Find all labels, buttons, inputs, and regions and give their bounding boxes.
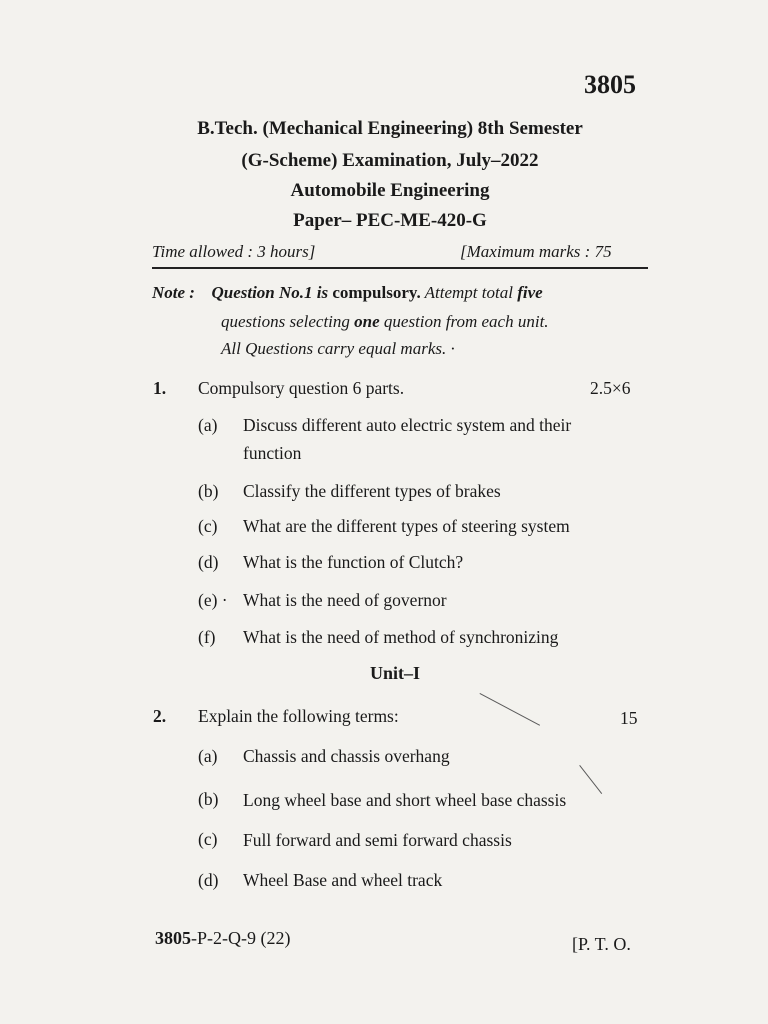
pen-stroke [579,765,602,794]
paper-line: Paper– PEC-ME-420-G [293,210,487,231]
q1-part-label: (e) · [198,590,228,610]
q2-part-text: Long wheel base and short wheel base chassis [243,790,567,810]
q2-part-text: Full forward and semi forward chassis [243,830,512,850]
q2-part-label: (c) [198,829,218,849]
q1-part-text: What are the different types of steering system [243,516,570,536]
q1-part-label: (c) [198,516,218,536]
unit-title: Unit–I [370,663,421,683]
note-line-2: questions selecting one question from each unit. [221,312,549,331]
q1-part-label: (d) [198,552,219,572]
scheme-line: (G-Scheme) Examination, July–2022 [241,150,539,171]
note-line-3: All Questions carry equal marks. · [221,339,455,358]
q1-part-text-continued: function [243,443,302,463]
pen-stroke [479,693,540,726]
course-line: B.Tech. (Mechanical Engineering) 8th Semester [197,118,583,139]
q1-part-text: What is the need of governor [243,590,447,610]
q1-part-label: (b) [198,481,219,501]
q1-part-text: Classify the different types of brakes [243,481,501,501]
q2-part-label: (a) [198,746,218,766]
q1-part-text: Discuss different auto electric system and their [243,415,572,435]
q1-marks: 2.5×6 [590,378,631,398]
q2-part-label: (b) [198,789,219,809]
q2-part-text: Wheel Base and wheel track [243,870,443,890]
q1-part-label: (f) [198,627,216,647]
page-turn-over: [P. T. O. [572,934,631,954]
note-line-1: Note : Question No.1 is compulsory. Attempt total five [152,283,543,302]
q1-part-label: (a) [198,415,218,435]
q1-number: 1. [153,378,167,398]
subject-title: Automobile Engineering [290,180,490,201]
q2-marks: 15 [620,708,638,728]
q1-part-text: What is the function of Clutch? [243,552,464,572]
header-divider [152,267,648,269]
footer-paper-code: 3805-P-2-Q-9 (22) [155,928,291,948]
q2-part-text: Chassis and chassis overhang [243,746,450,766]
q2-text: Explain the following terms: [198,706,399,726]
q2-part-label: (d) [198,870,219,890]
paper-code: 3805 [584,70,636,99]
maximum-marks: [Maximum marks : 75 [460,242,612,261]
time-allowed: Time allowed : 3 hours] [152,242,316,261]
q1-text: Compulsory question 6 parts. [198,378,405,398]
q1-part-text: What is the need of method of synchronizing [243,627,559,647]
note-label: Note : [152,283,195,302]
q2-number: 2. [153,706,167,726]
